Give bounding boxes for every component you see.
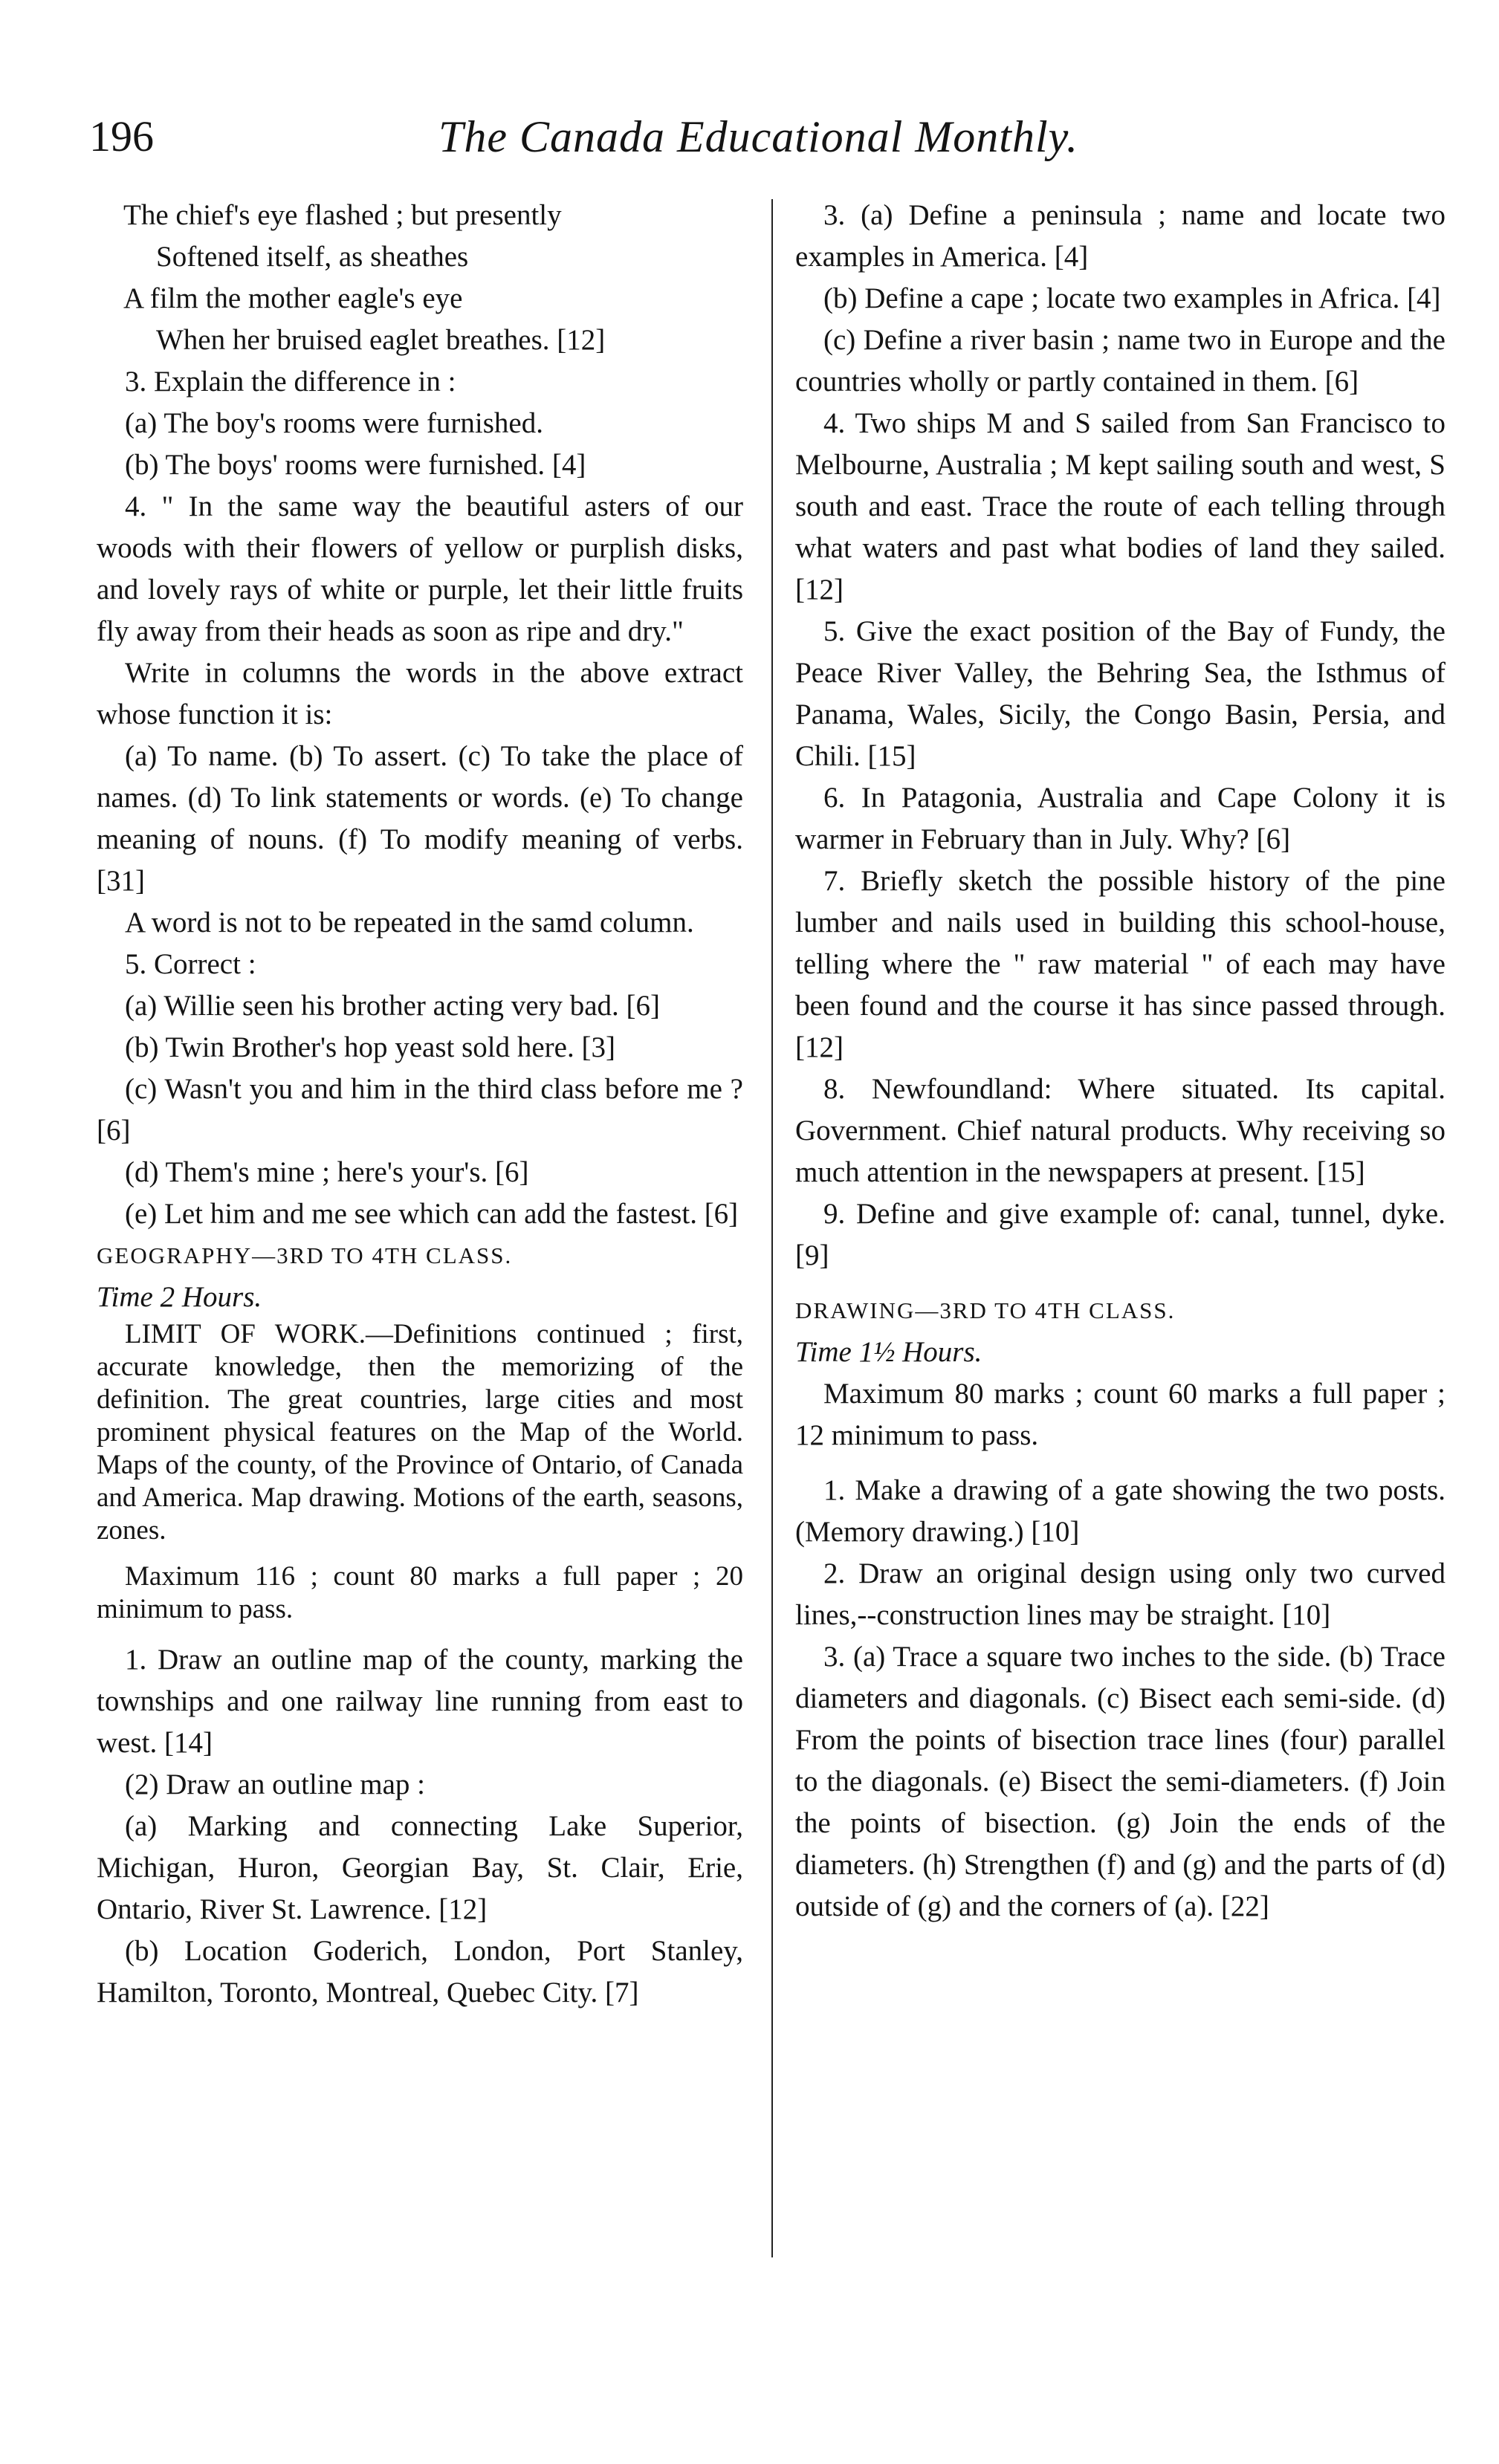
question-3a: (a) The boy's rooms were furnished. xyxy=(125,407,543,439)
poem-line: When her bruised eaglet breathes. [12] xyxy=(156,324,606,356)
geography-question-3a: 3. (a) Define a peninsula ; name and locate two examples in America. [4] xyxy=(795,199,1445,273)
geography-question-2a: (a) Marking and connecting Lake Superior, Michigan, Huron, Georgian Bay, St. Clair, Erie, Ontario, River St. Lawrence. [12] xyxy=(97,1810,743,1925)
geography-question-9: 9. Define and give example of: canal, tunnel, dyke. [9] xyxy=(795,1198,1445,1271)
question-3: 3. Explain the difference in : xyxy=(125,366,456,398)
question-5d: (d) Them's mine ; here's your's. [6] xyxy=(125,1156,529,1188)
geography-question-2b: (b) Location Goderich, London, Port Stanley, Hamilton, Toronto, Montreal, Quebec City. [7] xyxy=(97,1935,743,2009)
poem-line: A film the mother eagle's eye xyxy=(123,282,463,314)
page-header xyxy=(89,111,1449,178)
geography-question-3b: (b) Define a cape ; locate two examples in Africa. [4] xyxy=(823,282,1441,314)
geography-question-6: 6. In Patagonia, Australia and Cape Colony it is warmer in February than in July. Why? [6] xyxy=(795,782,1445,855)
drawing-question-1: 1. Make a drawing of a gate showing the two posts. (Memory drawing.) [10] xyxy=(795,1474,1445,1548)
drawing-maximum: Maximum 80 marks ; count 60 marks a full paper ; 12 minimum to pass. xyxy=(795,1378,1445,1451)
question-3b: (b) The boys' rooms were furnished. [4] xyxy=(125,449,586,481)
running-title: The Canada Educational Monthly. xyxy=(438,112,1078,161)
question-4-instruction: Write in columns the words in the above extract whose function it is: xyxy=(97,657,743,730)
geography-section-heading: GEOGRAPHY—3RD TO 4TH CLASS. xyxy=(97,1242,513,1268)
drawing-section-heading: DRAWING—3RD TO 4TH CLASS. xyxy=(795,1297,1176,1323)
drawing-question-2: 2. Draw an original design using only two curved lines,--construction lines may be straight. [10] xyxy=(795,1557,1445,1631)
question-5e: (e) Let him and me see which can add the fastest. [6] xyxy=(125,1198,739,1230)
question-5b: (b) Twin Brother's hop yeast sold here. [3] xyxy=(125,1031,615,1063)
geography-question-8: 8. Newfoundland: Where situated. Its capital. Government. Chief natural products. Why receiving so much attention in the newspapers at present. [15] xyxy=(795,1073,1445,1188)
drawing-time: Time 1½ Hours. xyxy=(795,1336,982,1368)
poem-excerpt xyxy=(97,195,743,361)
page-number: 196 xyxy=(89,112,154,161)
geography-limit-of-work: LIMIT OF WORK.—Definitions continued ; first, accurate knowledge, then the memorizing of the definition. The great countries, large cities and most prominent physical features on the Map of the World. Maps of the county, of the Province of Ontario, of Canada and America. Map drawing. Motions of the earth, seasons, zones. xyxy=(97,1319,743,1546)
drawing-question-3: 3. (a) Trace a square two inches to the side. (b) Trace diameters and diagonals. (c) Bisect each semi-side. (d) From the points of bisection trace lines (four) parallel to the diagonals. (e) Bisect the semi-diameters. (f) Join the points of bisection. (g) Join the ends of the diameters. (h) Strengthen (f) and (g) and the parts of (d) outside of (g) and the corners of (a). [22] xyxy=(795,1641,1445,1922)
geography-time: Time 2 Hours. xyxy=(97,1281,262,1313)
question-5c: (c) Wasn't you and him in the third class before me ? [6] xyxy=(97,1073,743,1147)
geography-maximum: Maximum 116 ; count 80 marks a full paper ; 20 minimum to pass. xyxy=(97,1561,743,1624)
geography-question-4: 4. Two ships M and S sailed from San Francisco to Melbourne, Australia ; M kept sailing south and west, S south and east. Trace the route of each telling through what waters and past what bodies of land they sailed. [12] xyxy=(795,407,1445,606)
left-column xyxy=(97,195,743,2014)
question-4: 4. " In the same way the beautiful asters of our woods with their flowers of yellow or purplish disks, and lovely rays of white or purple, let their little fruits fly away from their heads as soon as ripe and dry." xyxy=(97,490,743,647)
question-4-list: (a) To name. (b) To assert. (c) To take the place of names. (d) To link statements or words. (e) To change meaning of nouns. (f) To modify meaning of verbs. [31] xyxy=(97,740,743,897)
geography-question-1: 1. Draw an outline map of the county, marking the townships and one railway line running from east to west. [14] xyxy=(97,1644,743,1759)
geography-question-7: 7. Briefly sketch the possible history of the pine lumber and nails used in building this school-house, telling where the " raw material " of each may have been found and the course it has since passed through. [12] xyxy=(795,865,1445,1063)
poem-line: Softened itself, as sheathes xyxy=(156,241,469,273)
geography-question-3c: (c) Define a river basin ; name two in Europe and the countries wholly or partly contained in them. [6] xyxy=(795,324,1445,398)
question-4-note: A word is not to be repeated in the samd column. xyxy=(125,907,694,938)
question-5: 5. Correct : xyxy=(125,948,256,980)
poem-line: The chief's eye flashed ; but presently xyxy=(123,199,562,231)
question-5a: (a) Willie seen his brother acting very bad. [6] xyxy=(125,990,661,1022)
column-divider xyxy=(771,199,773,2257)
geography-question-5: 5. Give the exact position of the Bay of Fundy, the Peace River Valley, the Behring Sea, the Isthmus of Panama, Wales, Sicily, the Congo Basin, Persia, and Chili. [15] xyxy=(795,615,1445,772)
geography-question-2: (2) Draw an outline map : xyxy=(125,1768,425,1800)
right-column xyxy=(795,195,1445,1928)
